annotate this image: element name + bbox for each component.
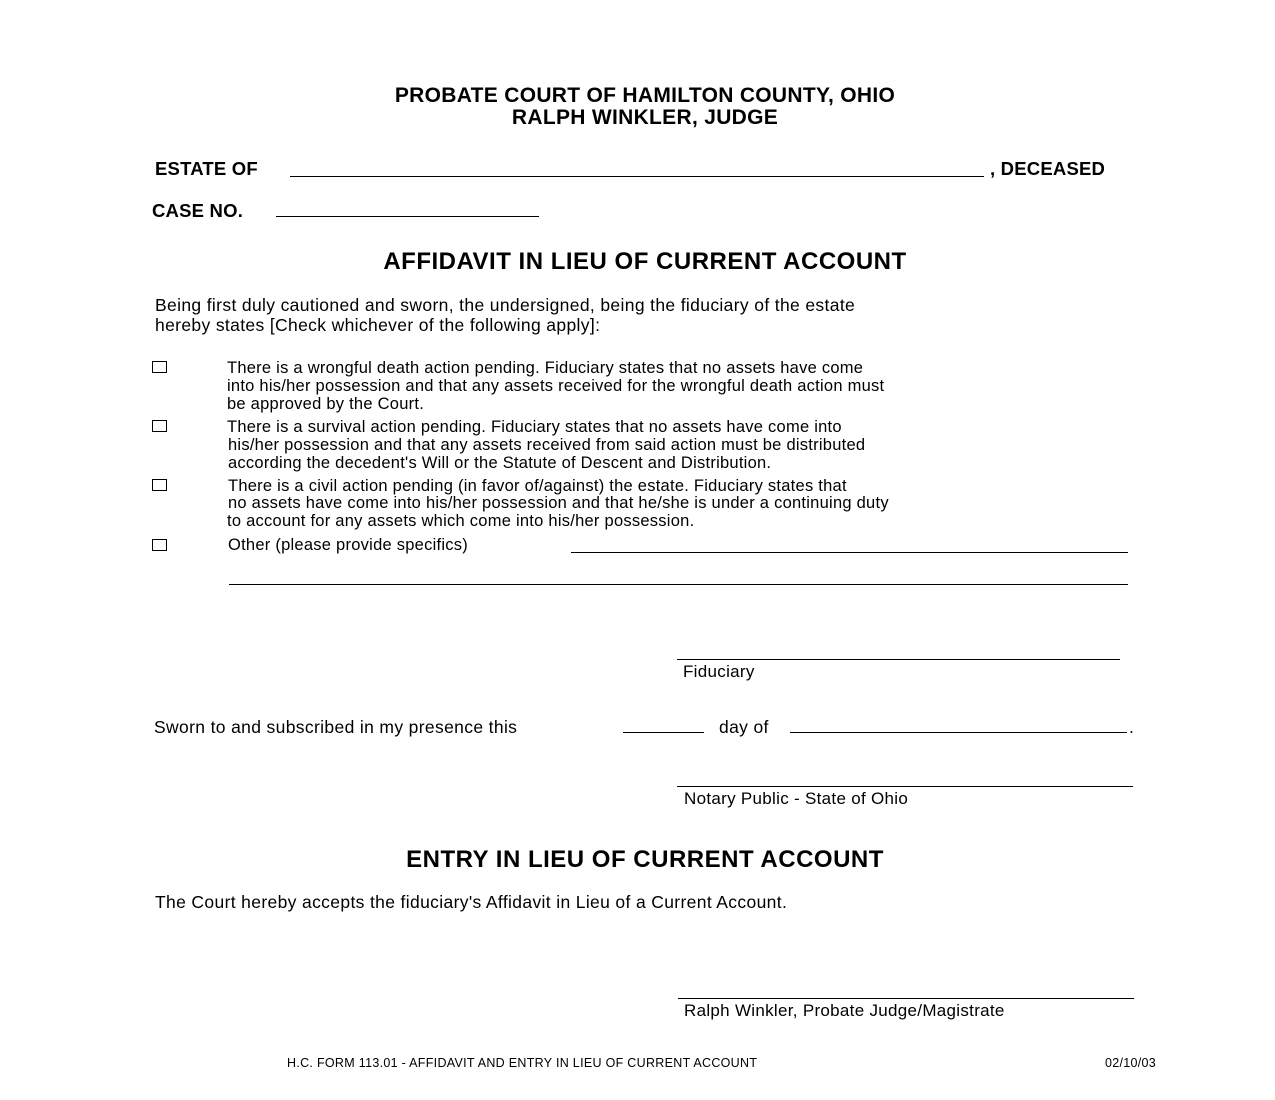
sworn-text: Sworn to and subscribed in my presence this [154,717,518,737]
civil-action-checkbox[interactable] [152,479,167,491]
civil-action-text-line-2: no assets have come into his/her possession and that he/she is under a continuing duty [228,494,889,512]
civil-action-text-line-1: There is a civil action pending (in favor of/against) the estate. Fiduciary states that [228,477,847,495]
survival-action-text-line-2: his/her possession and that any assets received from said action must be distributed [228,436,866,454]
estate-label: ESTATE OF [155,158,258,179]
survival-action-checkbox[interactable] [152,420,167,432]
affidavit-intro-line-2: hereby states [Check whichever of the following apply]: [155,315,601,335]
other-specifics-field-1[interactable] [571,552,1128,553]
case-number-field[interactable] [276,216,539,217]
entry-text: The Court hereby accepts the fiduciary's Affidavit in Lieu of a Current Account. [155,892,788,912]
sworn-month-field[interactable] [790,732,1127,733]
wrongful-death-text-line-3: be approved by the Court. [227,395,425,413]
entry-title: ENTRY IN LIEU OF CURRENT ACCOUNT [406,846,884,873]
other-label: Other (please provide specifics) [228,536,469,554]
sworn-period: . [1129,717,1135,737]
survival-action-text-line-3: according the decedent's Will or the Statute of Descent and Distribution. [228,454,772,472]
form-number: H.C. FORM 113.01 - AFFIDAVIT AND ENTRY IN LIEU OF CURRENT ACCOUNT [287,1056,758,1070]
fiduciary-label: Fiduciary [683,662,755,681]
fiduciary-signature-line[interactable] [677,659,1120,660]
day-of-label: day of [719,717,769,737]
estate-name-field[interactable] [290,176,984,177]
civil-action-text-line-3: to account for any assets which come into his/her possession. [227,512,695,530]
wrongful-death-text-line-2: into his/her possession and that any assets received for the wrongful death action must [227,377,885,395]
wrongful-death-checkbox[interactable] [152,361,167,373]
notary-signature-line[interactable] [677,786,1133,787]
notary-label: Notary Public - State of Ohio [684,789,909,808]
judge-signature-line[interactable] [678,998,1134,999]
judge-signature-label: Ralph Winkler, Probate Judge/Magistrate [684,1001,1005,1020]
survival-action-text-line-1: There is a survival action pending. Fiduciary states that no assets have come into [227,418,842,436]
other-checkbox[interactable] [152,539,167,551]
affidavit-intro-line-1: Being first duly cautioned and sworn, the undersigned, being the fiduciary of the estate [155,295,856,315]
case-number-label: CASE NO. [152,200,244,221]
judge-name: RALPH WINKLER, JUDGE [511,106,779,129]
court-name: PROBATE COURT OF HAMILTON COUNTY, OHIO [394,84,896,107]
other-specifics-field-2[interactable] [229,584,1128,585]
form-date: 02/10/03 [1105,1056,1157,1070]
affidavit-title: AFFIDAVIT IN LIEU OF CURRENT ACCOUNT [383,248,907,275]
sworn-day-field[interactable] [623,732,704,733]
deceased-label: , DECEASED [990,158,1106,179]
wrongful-death-text-line-1: There is a wrongful death action pending. Fiduciary states that no assets have come [227,359,864,377]
